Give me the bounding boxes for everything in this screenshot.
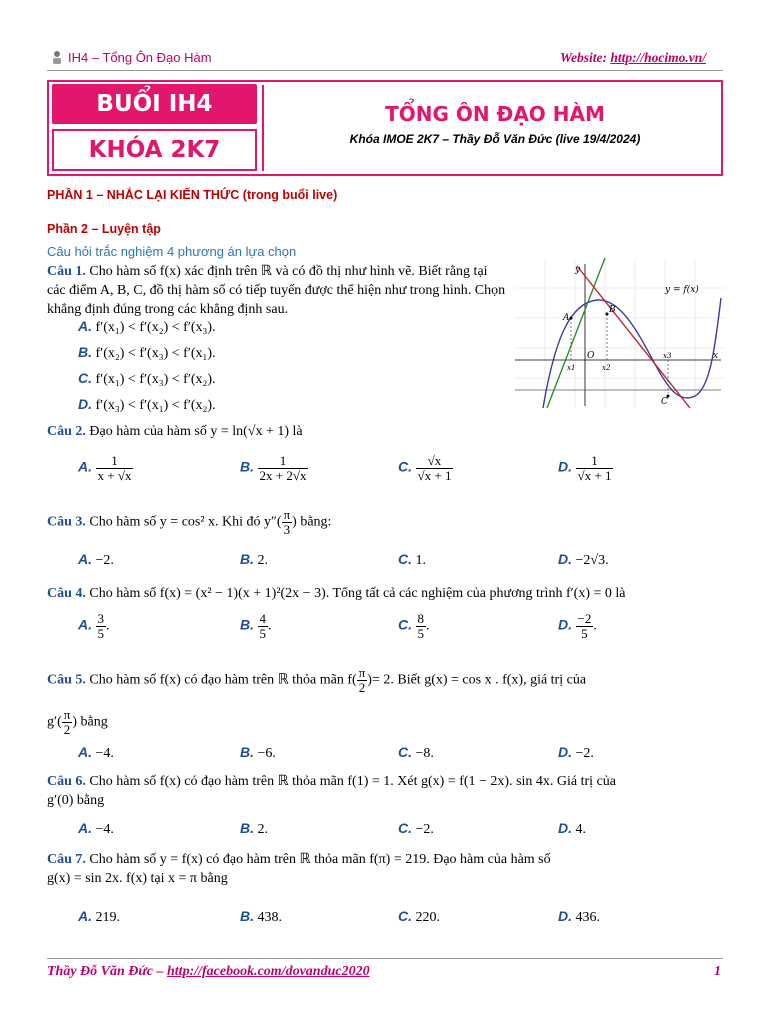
question-6: Câu 6. Cho hàm số f(x) có đạo hàm trên ℝ thỏa mãn f(1) = 1. Xét g(x) = f(1 − 2x). sin 4x. Giá trị của g′(0) bằng xyxy=(47,774,616,808)
q5-option-a[interactable]: A. −4. xyxy=(78,744,114,761)
page-number: 1 xyxy=(714,964,721,979)
banner-divider xyxy=(262,85,264,171)
q7-option-a[interactable]: A. 219. xyxy=(78,908,120,925)
q2-option-d[interactable]: D. $\frac{1}{√x + 1}$ xyxy=(558,453,612,483)
q4-option-d[interactable]: D. $\frac{-2}{5}$ . xyxy=(558,611,597,641)
question-4: Câu 4. Cho hàm số f(x) = (x² − 1)(x + 1)²(2x − 3). Tổng tất cả các nghiệm của phương trình f′(x) = 0 là xyxy=(47,586,626,601)
question-7: Câu 7. Cho hàm số y = f(x) có đạo hàm trên ℝ thỏa mãn f(π) = 219. Đạo hàm của hàm số g(x) = sin 2x. f(x) tại x = π bằng xyxy=(47,852,551,886)
header-title: IH4 – Tổng Ôn Đạo Hàm xyxy=(50,50,212,65)
point-a-label: A xyxy=(563,313,570,323)
header-rule xyxy=(47,70,723,71)
part2-subheading: Câu hỏi trắc nghiệm 4 phương án lựa chọn xyxy=(47,244,297,259)
q6-option-a[interactable]: A. −4. xyxy=(78,820,114,837)
q6-option-d[interactable]: D. 4. xyxy=(558,820,586,837)
q6-option-b[interactable]: B. 2. xyxy=(240,820,268,837)
q5-option-b[interactable]: B. −6. xyxy=(240,744,276,761)
session-pill: BUỔI IH4 xyxy=(52,84,257,124)
q3-option-d[interactable]: D. −2√3. xyxy=(558,551,609,568)
q3-option-c[interactable]: C. 1. xyxy=(398,551,426,568)
q5-option-d[interactable]: D. −2. xyxy=(558,744,594,761)
header-website: Website: http://hocimo.vn/ xyxy=(559,50,706,65)
lesson-subtitle: Khóa IMOE 2K7 – Thầy Đỗ Văn Đức (live 19/4/2024) xyxy=(349,132,641,146)
origin-label: O xyxy=(587,351,595,361)
q4-option-c[interactable]: C. $\frac{8}{5}$ . xyxy=(398,611,430,641)
footer-author: Thầy Đỗ Văn Đức – http://facebook.com/dovanduc2020 xyxy=(47,964,370,979)
x-axis-label: x xyxy=(713,351,719,361)
point-c-label: C xyxy=(661,397,668,407)
y-axis-label: y xyxy=(575,265,581,275)
question-5: Câu 5. Cho hàm số f(x) có đạo hàm trên ℝ thỏa mãn f( $\frac{\pi}{2}$ )= 2. Biết g(x) = cos x . f(x), giá trị của xyxy=(47,665,587,695)
func-label: y = f(x) xyxy=(665,285,699,295)
q5-option-c[interactable]: C. −8. xyxy=(398,744,434,761)
website-link[interactable]: http://hocimo.vn/ xyxy=(610,50,706,65)
q6-option-c[interactable]: C. −2. xyxy=(398,820,434,837)
q7-option-b[interactable]: B. 438. xyxy=(240,908,282,925)
q3-option-a[interactable]: A. −2. xyxy=(78,551,114,568)
q1-option-d[interactable]: D. f′(x₃) < f′(x₁) < f′(x₂). xyxy=(78,396,216,413)
q2-option-c[interactable]: C. $\frac{√x}{√x + 1}$ xyxy=(398,453,452,483)
function-graph xyxy=(515,258,725,408)
x3-label: x3 xyxy=(663,352,672,360)
x2-label: x2 xyxy=(602,364,611,372)
facebook-link[interactable]: http://facebook.com/dovanduc2020 xyxy=(167,964,370,979)
q1-option-c[interactable]: C. f′(x₁) < f′(x₃) < f′(x₂). xyxy=(78,370,216,387)
q1-option-b[interactable]: B. f′(x₂) < f′(x₃) < f′(x₁). xyxy=(78,344,216,361)
question-1: Câu 1. Cho hàm số f(x) xác định trên ℝ và có đồ thị như hình vẽ. Biết rằng tại các điểm A, B, C, đồ thị hàm số có tiếp tuyến được thể hiện như trong hình. Chọn khẳng định đúng trong các khẳng định sau. xyxy=(47,264,506,317)
q3-option-b[interactable]: B. 2. xyxy=(240,551,268,568)
question-5-line2: g′( $\frac{\pi}{2}$ ) bằng xyxy=(47,707,108,737)
q7-option-c[interactable]: C. 220. xyxy=(398,908,440,925)
point-b-label: B xyxy=(609,305,616,315)
part2-heading: Phần 2 – Luyện tập xyxy=(47,222,161,236)
part1-heading: PHẦN 1 – NHẮC LẠI KIẾN THỨC (trong buổi live) xyxy=(47,188,338,202)
q4-option-a[interactable]: A. $\frac{3}{5}$ . xyxy=(78,611,110,641)
question-3: Câu 3. Cho hàm số y = cos² x. Khi đó y″( $\frac{\pi}{3}$ ) bằng: xyxy=(47,507,332,537)
q2-option-b[interactable]: B. $\frac{1}{2x + 2√x}$ xyxy=(240,453,307,483)
teacher-icon xyxy=(50,50,64,64)
footer-rule xyxy=(47,958,723,959)
x1-label: x1 xyxy=(567,364,576,372)
q2-option-a[interactable]: A. $\frac{1}{x + √x}$ xyxy=(78,453,132,483)
q7-option-d[interactable]: D. 436. xyxy=(558,908,600,925)
lesson-title: TỔNG ÔN ĐẠO HÀM xyxy=(385,102,605,126)
q1-option-a[interactable]: A. f′(x₁) < f′(x₂) < f′(x₃). xyxy=(78,318,216,335)
question-2: Câu 2. Đạo hàm của hàm số y = ln(√x + 1) là xyxy=(47,424,303,439)
course-pill: KHÓA 2K7 xyxy=(52,129,257,171)
q4-option-b[interactable]: B. $\frac{4}{5}$ . xyxy=(240,611,272,641)
